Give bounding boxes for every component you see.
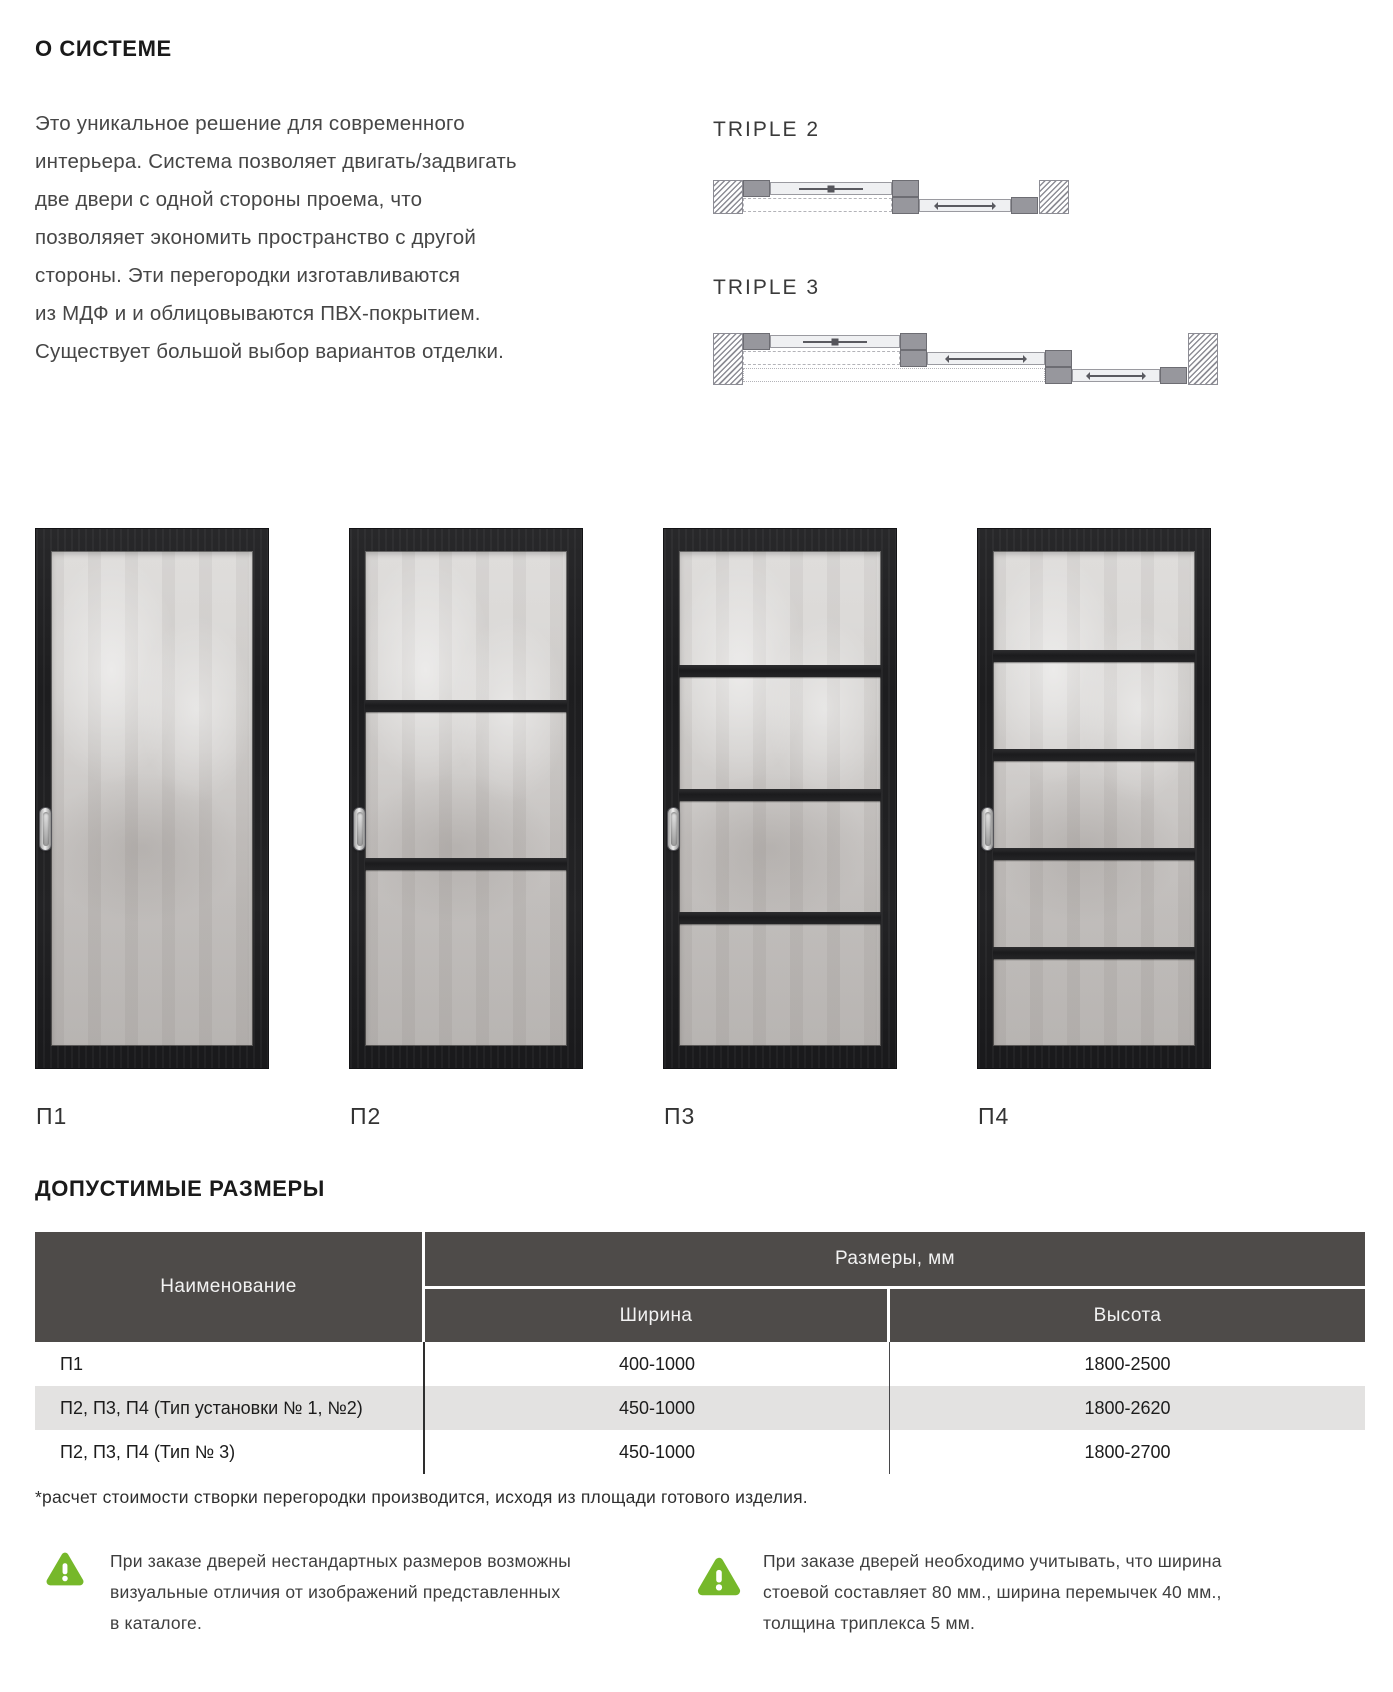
- table-header-group: Размеры, мм: [425, 1232, 1365, 1289]
- table-cell-height: 1800-2500: [890, 1342, 1365, 1386]
- table-header-height: Высота: [890, 1289, 1365, 1342]
- door-card: [350, 529, 582, 1130]
- triple2-label: TRIPLE 2: [713, 118, 821, 141]
- table-cell-height: 1800-2700: [890, 1430, 1365, 1474]
- door-card: [664, 529, 896, 1130]
- paragraph-line: интерьера. Система позволяет двигать/задвигать: [35, 150, 517, 173]
- triple3-diagram: [713, 331, 1218, 389]
- table-cell-name: П2, П3, П4 (Тип установки № 1, №2): [35, 1386, 425, 1430]
- door-image: [664, 529, 896, 1068]
- door-panel-fixed: [770, 182, 892, 195]
- door-carriage: [1045, 367, 1072, 384]
- door-panel-sliding: [1072, 369, 1160, 382]
- slide-arrow-icon: [1088, 375, 1144, 377]
- door-crossbar: [993, 749, 1195, 761]
- door-crossbar: [993, 650, 1195, 662]
- paragraph-line: две двери с одной стороны проема, что: [35, 188, 423, 211]
- fixed-marker-icon: [799, 188, 863, 190]
- door-carriage: [892, 180, 919, 197]
- door-glass: [679, 551, 881, 1046]
- table-cell-height: 1800-2620: [890, 1386, 1365, 1430]
- door-panel-fixed: [770, 335, 900, 348]
- wall-hatch-left: [713, 333, 743, 385]
- door-carriage: [743, 180, 770, 197]
- door-carriage: [900, 350, 927, 367]
- slide-arrow-icon: [936, 205, 994, 207]
- door-image: [978, 529, 1210, 1068]
- table-cell-width: 450-1000: [425, 1386, 890, 1430]
- wall-hatch-left: [713, 180, 743, 214]
- table-cell-width: 400-1000: [425, 1342, 890, 1386]
- paragraph-line: Это уникальное решение для современного: [35, 112, 465, 135]
- door-handle-icon: [40, 808, 51, 850]
- door-crossbar: [679, 912, 881, 924]
- door-handle-icon: [982, 808, 993, 850]
- table-header-width: Ширина: [425, 1289, 890, 1342]
- paragraph-line: Существует большой выбор вариантов отделки.: [35, 340, 504, 363]
- door-label: П2: [350, 1103, 382, 1129]
- note-line: При заказе дверей необходимо учитывать, что ширина: [763, 1551, 1222, 1571]
- about-paragraph: [35, 105, 675, 371]
- fixed-marker-icon: [803, 341, 867, 343]
- door-carriage: [1160, 367, 1187, 384]
- note-line: толщина триплекса 5 мм.: [763, 1613, 976, 1633]
- door-carriage: [892, 197, 919, 214]
- wall-hatch-right: [1039, 180, 1069, 214]
- warning-triangle-icon: [46, 1551, 84, 1587]
- triple3-label: TRIPLE 3: [713, 276, 821, 299]
- door-carriage: [1011, 197, 1038, 214]
- note-line: визуальные отличия от изображений представленных: [110, 1582, 561, 1602]
- warning-triangle-icon: [697, 1556, 741, 1597]
- warning-note-right: [763, 1546, 1303, 1639]
- door-ghost-outline: [743, 351, 900, 365]
- table-cell-width: 450-1000: [425, 1430, 890, 1474]
- door-glass: [51, 551, 253, 1046]
- table-footnote: *расчет стоимости створки перегородки производится, исходя из площади готового изделия.: [35, 1487, 808, 1507]
- warning-note-left: [110, 1546, 650, 1639]
- door-glass: [993, 551, 1195, 1046]
- door-image: [350, 529, 582, 1068]
- door-image: [36, 529, 268, 1068]
- about-section-title: О СИСТЕМЕ: [35, 36, 172, 61]
- table-header-name: Наименование: [35, 1232, 425, 1342]
- sizes-section-title: ДОПУСТИМЫЕ РАЗМЕРЫ: [35, 1176, 325, 1201]
- door-crossbar: [679, 665, 881, 677]
- door-panel-sliding: [927, 352, 1045, 365]
- door-card: [978, 529, 1210, 1130]
- wall-hatch-right: [1188, 333, 1218, 385]
- door-handle-icon: [668, 808, 679, 850]
- door-ghost-outline: [743, 368, 1045, 382]
- door-label: П3: [664, 1103, 696, 1129]
- note-line: При заказе дверей нестандартных размеров возможны: [110, 1551, 572, 1571]
- door-crossbar: [993, 848, 1195, 860]
- paragraph-line: из МДФ и и облицовываются ПВХ-покрытием.: [35, 302, 481, 325]
- door-ghost-outline: [743, 198, 892, 212]
- note-line: стоевой составляет 80 мм., ширина перемычек 40 мм.,: [763, 1582, 1222, 1602]
- paragraph-line: позволяяет экономить пространство с другой: [35, 226, 477, 249]
- door-glass: [365, 551, 567, 1046]
- triple2-diagram: [713, 178, 1069, 218]
- door-carriage: [1045, 350, 1072, 367]
- door-card: [36, 529, 268, 1130]
- door-panel-sliding: [919, 199, 1011, 212]
- door-crossbar: [365, 700, 567, 712]
- sizes-table: [35, 1232, 1365, 1474]
- door-gallery: [36, 529, 1210, 1130]
- slide-arrow-icon: [947, 358, 1025, 360]
- door-label: П1: [36, 1103, 68, 1129]
- door-carriage: [900, 333, 927, 350]
- door-label: П4: [978, 1103, 1010, 1129]
- door-crossbar: [993, 947, 1195, 959]
- door-crossbar: [679, 789, 881, 801]
- door-carriage: [743, 333, 770, 350]
- door-handle-icon: [354, 808, 365, 850]
- paragraph-line: стороны. Эти перегородки изготавливаются: [35, 264, 461, 287]
- note-line: в каталоге.: [110, 1613, 203, 1633]
- table-cell-name: П2, П3, П4 (Тип № 3): [35, 1430, 425, 1474]
- door-crossbar: [365, 858, 567, 870]
- table-cell-name: П1: [35, 1342, 425, 1386]
